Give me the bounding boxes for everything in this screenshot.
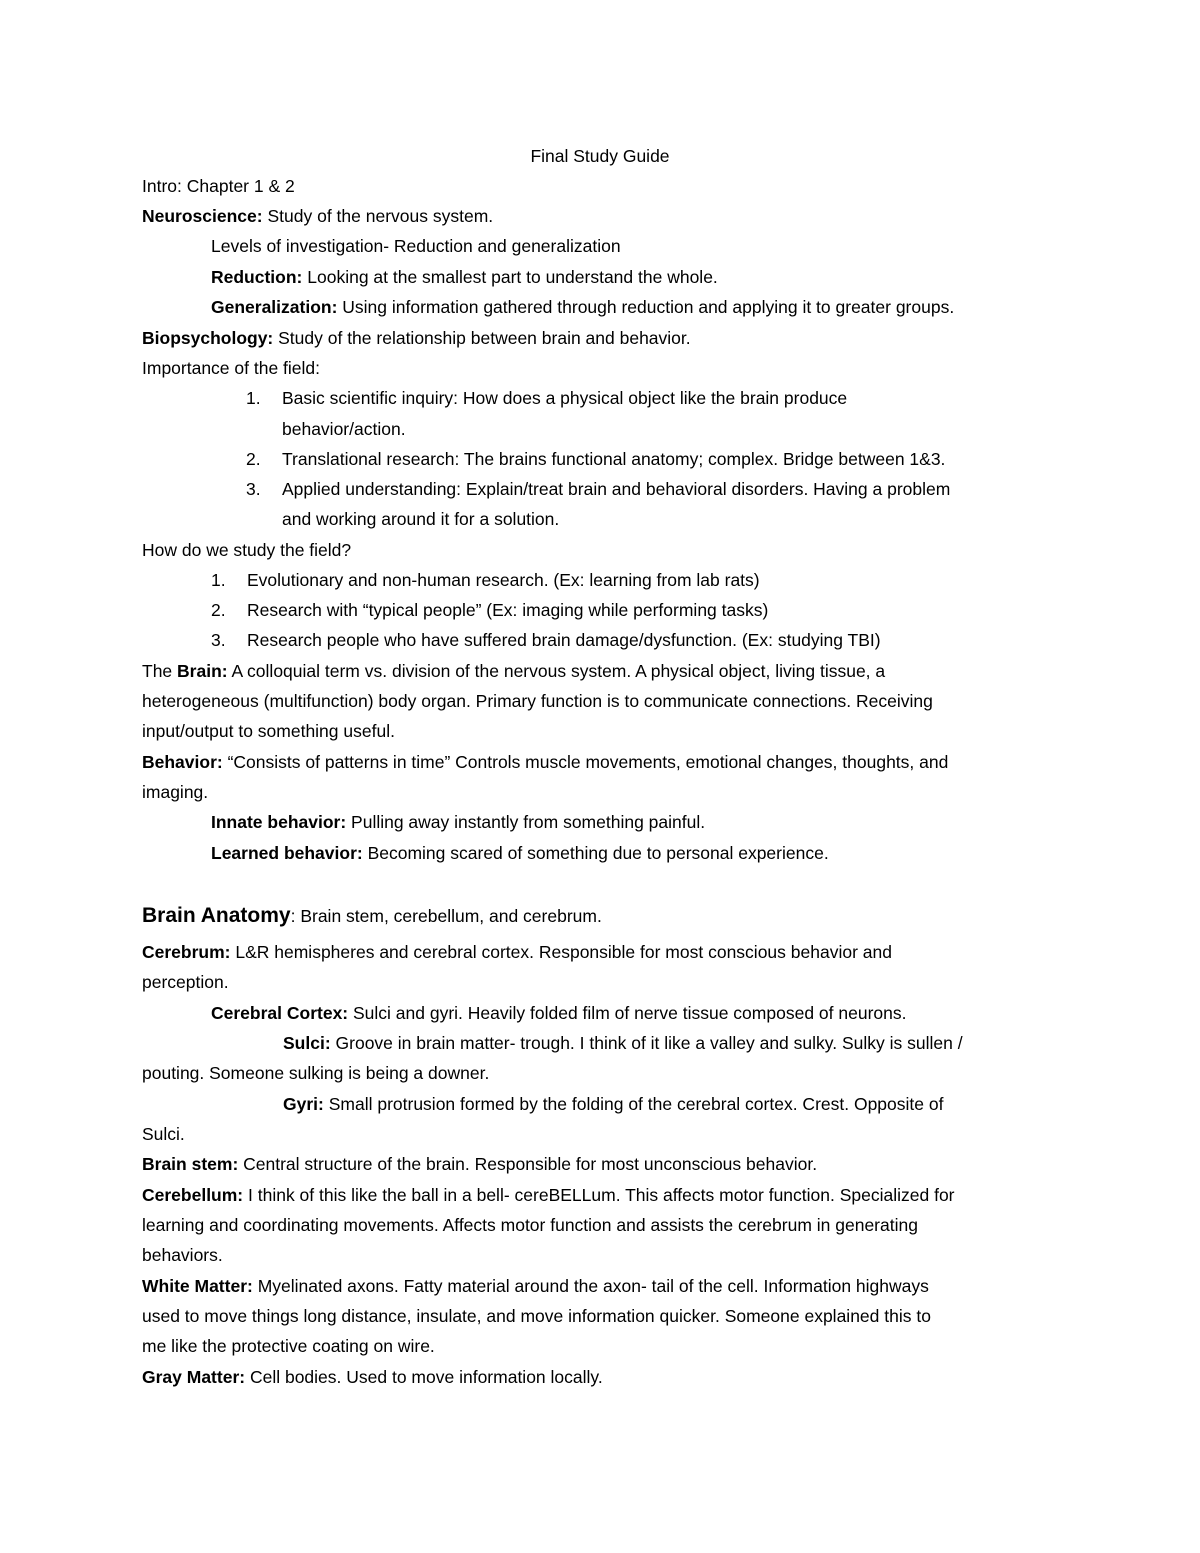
white-matter-definition-cont: used to move things long distance, insulate, and move information quicker. Someone explained this to — [142, 1306, 931, 1326]
term: Biopsychology: — [142, 328, 274, 348]
definition: Groove in brain matter- trough. I think of it like a valley and sulky. Sulky is sullen / — [330, 1033, 963, 1053]
list-text: Research with “typical people” (Ex: imaging while performing tasks) — [247, 600, 769, 620]
definition: Sulci and gyri. Heavily folded film of nerve tissue composed of neurons. — [348, 1003, 907, 1023]
list-text: and working around it for a solution. — [282, 509, 560, 529]
list-text: Research people who have suffered brain damage/dysfunction. (Ex: studying TBI) — [247, 630, 881, 650]
definition: “Consists of patterns in time” Controls muscle movements, emotional changes, thoughts, and — [222, 752, 949, 772]
cerebrum-definition-cont: perception. — [142, 972, 229, 992]
term: Cerebral Cortex: — [211, 1003, 349, 1023]
list-item — [211, 629, 1131, 651]
document-title: Final Study Guide — [530, 146, 670, 166]
list-number: 2. — [246, 449, 261, 469]
white-matter-definition-cont: me like the protective coating on wire. — [142, 1336, 435, 1356]
cerebrum-definition — [142, 941, 1062, 963]
definition: A colloquial term vs. division of the nervous system. A physical object, living tissue, a — [227, 661, 886, 681]
intro-heading: Intro: Chapter 1 & 2 — [142, 176, 295, 196]
cerebellum-definition-cont: behaviors. — [142, 1245, 223, 1265]
brain-definition-cont: heterogeneous (multifunction) body organ. Primary function is to communicate connections. Receiving — [142, 691, 933, 711]
term: Generalization: — [211, 297, 338, 317]
gyri-definition — [283, 1093, 1200, 1115]
term: White Matter: — [142, 1276, 253, 1296]
term: Brain stem: — [142, 1154, 239, 1174]
brain-stem-definition — [142, 1153, 1062, 1175]
definition: Small protrusion formed by the folding of the cerebral cortex. Crest. Opposite of — [323, 1094, 944, 1114]
list-item-continuation — [246, 508, 1166, 530]
definition: Central structure of the brain. Responsible for most unconscious behavior. — [238, 1154, 818, 1174]
list-item — [246, 387, 1166, 409]
list-number: 3. — [211, 630, 226, 650]
definition: Cell bodies. Used to move information locally. — [245, 1367, 603, 1387]
definition: I think of this like the ball in a bell- cereBELLum. This affects motor function. Specialized for — [243, 1185, 955, 1205]
reduction-definition — [211, 266, 1131, 288]
gyri-definition-cont: Sulci. — [142, 1124, 185, 1144]
term: Sulci: — [283, 1033, 331, 1053]
levels-of-investigation: Levels of investigation- Reduction and generalization — [211, 236, 621, 256]
list-text: behavior/action. — [282, 419, 406, 439]
definition: L&R hemispheres and cerebral cortex. Responsible for most conscious behavior and — [230, 942, 892, 962]
list-item — [246, 478, 1166, 500]
term: Reduction: — [211, 267, 303, 287]
term: Neuroscience: — [142, 206, 263, 226]
list-item — [211, 599, 1131, 621]
definition: Myelinated axons. Fatty material around the axon- tail of the cell. Information highways — [252, 1276, 929, 1296]
term: Brain: — [177, 661, 228, 681]
generalization-definition — [211, 296, 1131, 318]
section-heading: Brain Anatomy — [142, 904, 291, 927]
biopsychology-definition — [142, 327, 1062, 349]
list-text: Evolutionary and non-human research. (Ex: learning from lab rats) — [247, 570, 760, 590]
cerebellum-definition-cont: learning and coordinating movements. Affects motor function and assists the cerebrum in generating — [142, 1215, 918, 1235]
term: Behavior: — [142, 752, 223, 772]
behavior-definition — [142, 751, 1062, 773]
white-matter-definition — [142, 1275, 1062, 1297]
list-item — [246, 448, 1166, 470]
behavior-definition-cont: imaging. — [142, 782, 209, 802]
list-item — [211, 569, 1131, 591]
list-text: Applied understanding: Explain/treat brain and behavioral disorders. Having a problem — [282, 479, 951, 499]
neuroscience-definition — [142, 205, 1062, 227]
term: Gyri: — [283, 1094, 324, 1114]
list-number: 2. — [211, 600, 226, 620]
cerebral-cortex-definition — [211, 1002, 1131, 1024]
brain-anatomy-heading — [142, 903, 1062, 929]
definition: Study of the relationship between brain and behavior. — [273, 328, 691, 348]
term: Gray Matter: — [142, 1367, 246, 1387]
term: Learned behavior: — [211, 843, 363, 863]
learned-behavior-definition — [211, 842, 1131, 864]
list-item-continuation — [246, 418, 1166, 440]
innate-behavior-definition — [211, 811, 1131, 833]
gray-matter-definition — [142, 1366, 1062, 1388]
list-text: Basic scientific inquiry: How does a physical object like the brain produce — [282, 388, 848, 408]
brain-definition-cont: input/output to something useful. — [142, 721, 395, 741]
list-text: Translational research: The brains functional anatomy; complex. Bridge between 1&3. — [282, 449, 946, 469]
term: Innate behavior: — [211, 812, 347, 832]
definition: Using information gathered through reduction and applying it to greater groups. — [337, 297, 955, 317]
term: Cerebellum: — [142, 1185, 244, 1205]
list-number: 3. — [246, 479, 261, 499]
definition: : Brain stem, cerebellum, and cerebrum. — [290, 906, 602, 926]
sulci-definition-cont: pouting. Someone sulking is being a downer. — [142, 1063, 490, 1083]
definition: Study of the nervous system. — [262, 206, 494, 226]
brain-definition — [142, 660, 1062, 682]
definition: Looking at the smallest part to understand the whole. — [302, 267, 718, 287]
list-number: 1. — [246, 388, 261, 408]
cerebellum-definition — [142, 1184, 1062, 1206]
term: Cerebrum: — [142, 942, 231, 962]
definition: Pulling away instantly from something painful. — [346, 812, 706, 832]
definition: Becoming scared of something due to personal experience. — [362, 843, 829, 863]
list-number: 1. — [211, 570, 226, 590]
sulci-definition — [283, 1032, 1200, 1054]
importance-heading: Importance of the field: — [142, 358, 321, 378]
prefix: The — [142, 661, 178, 681]
study-heading: How do we study the field? — [142, 540, 352, 560]
